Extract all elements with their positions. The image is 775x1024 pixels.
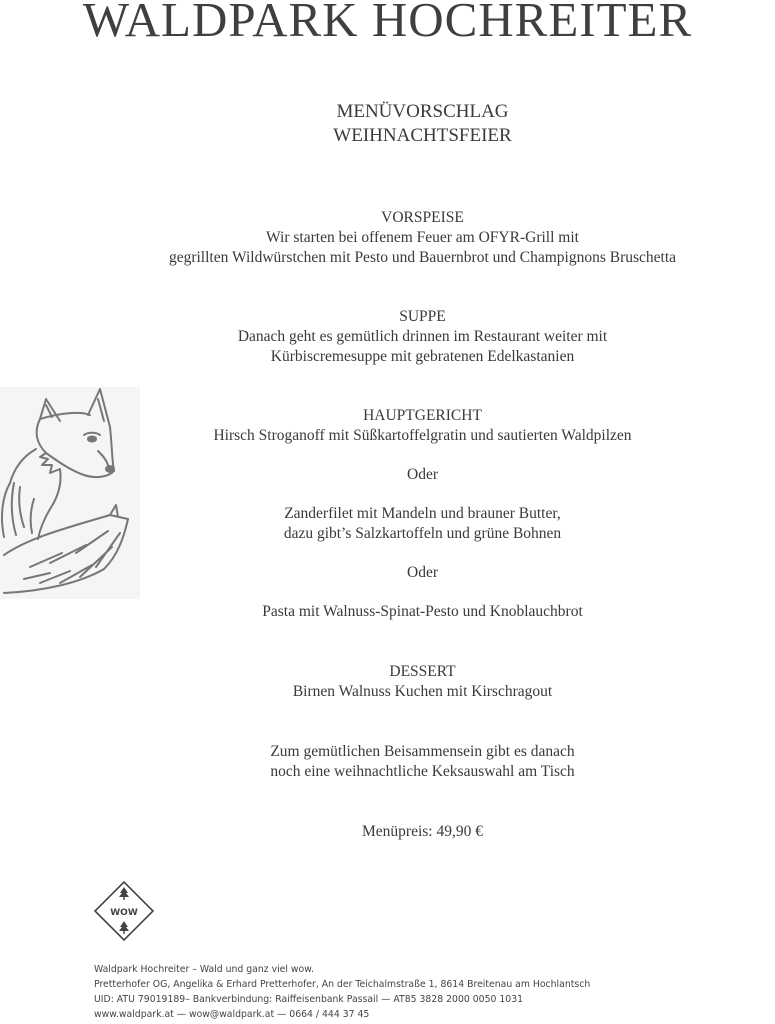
- section-closing: [0, 742, 775, 782]
- section-heading: HAUPTGERICHT: [363, 407, 482, 424]
- footer-bank: UID: ATU 79019189– Bankverbindung: Raiffeisenbank Passail — AT85 3828 2000 0050 1031: [94, 994, 524, 1005]
- section-text: dazu gibt’s Salzkartoffeln und grüne Bohnen: [283, 525, 562, 542]
- section-text: noch eine weihnachtliche Keksauswahl am Tisch: [270, 763, 575, 780]
- section-text: gegrillten Wildwürstchen mit Pesto und Bauernbrot und Champignons Bruschetta: [168, 249, 677, 266]
- page-title: [0, 100, 775, 148]
- section-suppe: [0, 307, 775, 367]
- wow-logo: [93, 880, 155, 942]
- section-text: Hirsch Stroganoff mit Süßkartoffelgratin und sautierten Waldpilzen: [213, 427, 632, 444]
- section-vorspeise: [0, 208, 775, 268]
- price-text: Menüpreis: 49,90 €: [362, 823, 483, 840]
- section-heading: DESSERT: [389, 663, 456, 680]
- brand-title: WALDPARK HOCHREITER: [82, 0, 693, 47]
- footer-slogan: Waldpark Hochreiter – Wald und ganz viel wow.: [94, 964, 314, 975]
- section-heading: SUPPE: [399, 308, 446, 325]
- logo-text: WOW: [110, 908, 138, 918]
- section-heading: VORSPEISE: [381, 209, 464, 226]
- section-text: Danach geht es gemütlich drinnen im Restaurant weiter mit: [237, 328, 608, 345]
- or-separator: Oder: [407, 466, 438, 483]
- menu-price: [0, 822, 775, 842]
- section-text: Pasta mit Walnuss-Spinat-Pesto und Knoblauchbrot: [262, 603, 583, 620]
- footer-contact: www.waldpark.at — wow@waldpark.at — 0664 / 444 37 45: [94, 1009, 370, 1020]
- footer-address: Pretterhofer OG, Angelika & Erhard Pretterhofer, An der Teichalmstraße 1, 8614 Breitenau am Hochlantsch: [94, 979, 591, 990]
- footer: [94, 962, 754, 1022]
- wow-diamond-icon: [93, 880, 155, 942]
- section-text: Wir starten bei offenem Feuer am OFYR-Grill mit: [266, 229, 579, 246]
- section-dessert: [0, 662, 775, 702]
- or-separator: Oder: [407, 564, 438, 581]
- section-text: Zum gemütlichen Beisammensein gibt es danach: [270, 743, 575, 760]
- section-text: Birnen Walnuss Kuchen mit Kirschragout: [292, 683, 553, 700]
- section-text: Kürbiscremesuppe mit gebratenen Edelkastanien: [270, 348, 575, 365]
- title-line-1: MENÜVORSCHLAG: [336, 101, 509, 122]
- section-text: Zanderfilet mit Mandeln und brauner Butter,: [284, 505, 561, 522]
- fox-illustration-icon: [0, 387, 140, 599]
- title-line-2: WEIHNACHTSFEIER: [333, 125, 512, 146]
